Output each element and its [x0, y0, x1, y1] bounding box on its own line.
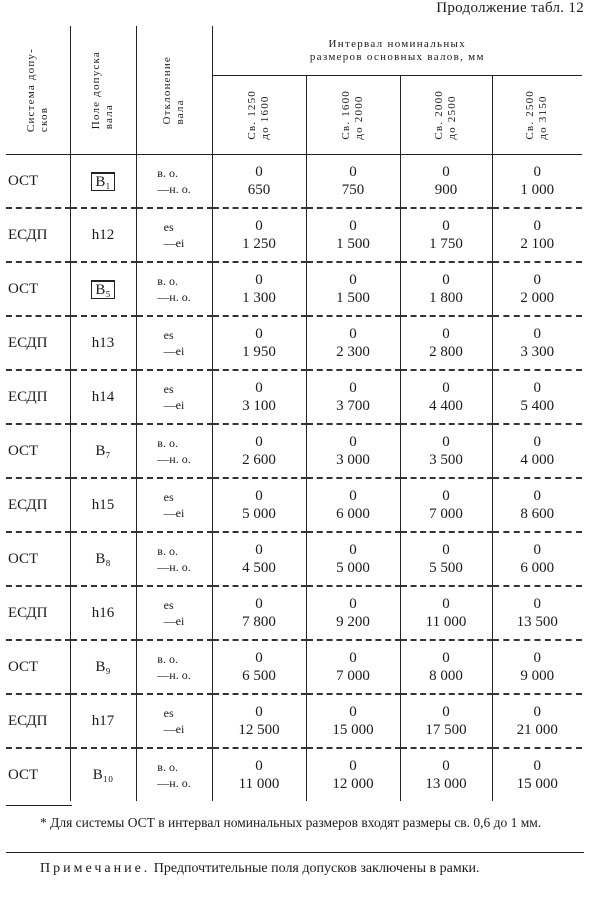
lower-value: 17 500: [425, 722, 467, 738]
lower-value: 5 400: [520, 398, 555, 414]
lower-value: 13 000: [425, 776, 467, 792]
lower-value: 4 000: [520, 452, 555, 468]
lower-value: 7 800: [242, 614, 276, 630]
lower-value: 12 000: [332, 776, 374, 792]
value-cell: [306, 478, 400, 532]
value-cell: [400, 208, 492, 262]
lower-deviation-label: —ei: [163, 613, 185, 628]
table-row: [6, 640, 582, 694]
deviation-labels: [157, 435, 190, 467]
field-cell: [70, 370, 136, 424]
lower-value: 1 300: [242, 290, 276, 306]
upper-value: 0: [442, 434, 450, 450]
system-cell: ОСТ: [8, 172, 39, 189]
upper-value: 0: [442, 164, 450, 180]
value-cell: [306, 155, 400, 209]
value-cell: [306, 694, 400, 748]
deviation-cell: [136, 640, 212, 694]
deviation-labels: [164, 327, 185, 359]
lower-value: 9 000: [520, 668, 555, 684]
value-cell: [212, 316, 306, 370]
upper-value: 0: [255, 326, 263, 342]
system-cell: ОСТ: [6, 532, 70, 586]
header-interval: Интервал номинальных размеров основных валов, мм: [212, 26, 582, 76]
upper-value: 0: [255, 272, 263, 288]
deviation-labels: [157, 543, 190, 575]
value-cell: [492, 640, 582, 694]
field-cell: [70, 262, 136, 316]
upper-value: 0: [442, 542, 450, 558]
upper-value: 0: [255, 380, 263, 396]
value-cell: [400, 586, 492, 640]
lower-value: 11 000: [425, 614, 467, 630]
lower-deviation-label: —ei: [163, 235, 185, 250]
value-cell: [306, 208, 400, 262]
lower-deviation-label: —ei: [163, 343, 185, 358]
upper-value: 0: [533, 596, 542, 612]
deviation-cell: [136, 262, 212, 316]
upper-value: 0: [533, 380, 542, 396]
system-cell: ЕСДП: [6, 316, 70, 370]
field-label: B₈: [95, 550, 111, 567]
lower-value: 5 000: [242, 506, 276, 522]
upper-value: 0: [255, 542, 263, 558]
value-cell: [306, 640, 400, 694]
upper-deviation-label: es: [163, 219, 174, 234]
lower-deviation-label: —н. о.: [157, 559, 191, 574]
value-cell: [400, 694, 492, 748]
upper-deviation-label: es: [163, 327, 174, 342]
lower-value: 12 500: [238, 722, 280, 738]
footnote: * Для системы ОСТ в интервал номинальных размеров входят размеры св. 0,6 до 1 мм.: [40, 815, 542, 830]
lower-value: 2 000: [520, 290, 555, 306]
table-row: [6, 316, 582, 370]
field-cell: [70, 532, 136, 586]
deviation-labels: [157, 759, 190, 791]
header-deviation-text: Отклонение вала: [161, 55, 186, 125]
field-cell: [70, 424, 136, 478]
value-cell: [306, 532, 400, 586]
lower-value: 1 000: [520, 182, 555, 198]
upper-deviation-label: в. о.: [157, 273, 178, 288]
upper-deviation-label: es: [163, 705, 174, 720]
lower-value: 3 000: [336, 452, 370, 468]
preferred-field-label: B₁: [91, 172, 114, 191]
field-label: h15: [91, 496, 115, 513]
upper-value: 0: [349, 380, 357, 396]
upper-value: 0: [442, 326, 450, 342]
upper-value: 0: [255, 434, 263, 450]
field-label: h17: [91, 712, 115, 729]
table-row: [6, 155, 582, 209]
header-range-3: [400, 76, 492, 155]
upper-value: 0: [533, 272, 542, 288]
lower-value: 3 300: [520, 344, 555, 360]
field-label: B₉: [95, 658, 111, 675]
value-cell: [400, 532, 492, 586]
field-label: B₇: [95, 442, 111, 459]
field-label: h13: [91, 334, 115, 351]
value-cell: [400, 424, 492, 478]
lower-value: 1 250: [242, 236, 276, 252]
value-cell: [492, 262, 582, 316]
upper-deviation-label: в. о.: [157, 543, 178, 558]
upper-value: 0: [533, 650, 542, 666]
deviation-labels: [157, 273, 190, 305]
upper-value: 0: [442, 488, 450, 504]
upper-value: 0: [255, 164, 263, 180]
upper-value: 0: [442, 272, 450, 288]
field-cell: [70, 208, 136, 262]
header-range-2: [306, 76, 400, 155]
deviation-labels: [164, 219, 185, 251]
deviation-labels: [164, 597, 185, 629]
value-cell: [492, 748, 582, 801]
field-cell: [70, 478, 136, 532]
value-cell: [492, 424, 582, 478]
lower-value: 15 000: [516, 776, 558, 792]
system-cell: ОСТ: [6, 640, 70, 694]
deviation-labels: [157, 651, 190, 683]
field-label: h16: [91, 604, 115, 621]
upper-deviation-label: в. о.: [157, 651, 178, 666]
upper-value: 0: [349, 164, 357, 180]
system-cell: ОСТ: [6, 262, 70, 316]
lower-value: 21 000: [516, 722, 558, 738]
value-cell: [212, 370, 306, 424]
lower-value: 4 500: [242, 560, 276, 576]
header-range-4: [492, 76, 582, 155]
lower-deviation-label: —ei: [163, 721, 185, 736]
lower-value: 1 750: [429, 236, 463, 252]
field-label: B₁₀: [92, 766, 114, 783]
upper-deviation-label: es: [163, 597, 174, 612]
system-cell: ЕСДП: [6, 586, 70, 640]
header-range-3-text: Св. 2000 до 2500: [433, 90, 458, 140]
lower-value: 900: [434, 182, 458, 198]
lower-value: 3 500: [429, 452, 463, 468]
upper-value: 0: [442, 758, 450, 774]
value-cell: [212, 155, 306, 209]
upper-value: 0: [349, 596, 357, 612]
upper-value: 0: [533, 758, 542, 774]
lower-deviation-label: —н. о.: [157, 181, 191, 196]
table-row: [6, 748, 582, 801]
upper-deviation-label: в. о.: [157, 165, 178, 180]
lower-value: 750: [341, 182, 365, 198]
lower-value: 7 000: [336, 668, 370, 684]
system-cell: ОСТ: [6, 748, 70, 801]
table-row: [6, 424, 582, 478]
field-cell: [70, 694, 136, 748]
value-cell: [306, 748, 400, 801]
value-cell: [212, 694, 306, 748]
upper-value: 0: [255, 758, 263, 774]
upper-value: 0: [442, 596, 450, 612]
value-cell: [306, 262, 400, 316]
continuation-label: Продолжение табл. 12: [436, 0, 584, 16]
lower-value: 1 800: [429, 290, 463, 306]
lower-value: 6 000: [520, 560, 555, 576]
upper-value: 0: [533, 218, 542, 234]
deviation-cell: [136, 748, 212, 801]
lower-value: 1 500: [336, 236, 370, 252]
value-cell: [400, 748, 492, 801]
value-cell: [400, 640, 492, 694]
lower-value: 8 600: [520, 506, 555, 522]
system-cell: ОСТ: [6, 424, 70, 478]
deviation-labels: [164, 489, 185, 521]
deviation-cell: [136, 208, 212, 262]
value-cell: [212, 208, 306, 262]
preferred-field-label: B₅: [91, 280, 114, 299]
header-range-4-text: Св. 2500 до 3150: [524, 90, 550, 140]
value-cell: [492, 478, 582, 532]
lower-value: 11 000: [238, 776, 280, 792]
field-label: h12: [91, 226, 115, 243]
upper-value: 0: [255, 218, 263, 234]
deviation-labels: [164, 381, 185, 413]
lower-value: 2 300: [336, 344, 370, 360]
table-row: [6, 370, 582, 424]
lower-value: 13 500: [516, 614, 558, 630]
table-row: [6, 532, 582, 586]
upper-value: 0: [349, 326, 357, 342]
lower-value: 7 000: [429, 506, 463, 522]
note: [6, 860, 584, 877]
value-cell: [212, 262, 306, 316]
lower-value: 5 000: [336, 560, 370, 576]
lower-deviation-label: —н. о.: [157, 451, 191, 466]
value-cell: [492, 208, 582, 262]
deviation-cell: [136, 586, 212, 640]
value-cell: [212, 532, 306, 586]
upper-value: 0: [442, 704, 450, 720]
value-cell: [492, 316, 582, 370]
upper-value: 0: [533, 434, 542, 450]
header-field: [70, 26, 136, 155]
header-system: [6, 26, 70, 155]
upper-value: 0: [533, 164, 542, 180]
deviation-cell: [136, 370, 212, 424]
upper-deviation-label: es: [163, 489, 174, 504]
deviation-labels: [164, 705, 185, 737]
upper-deviation-label: es: [163, 381, 174, 396]
upper-deviation-label: в. о.: [157, 759, 178, 774]
value-cell: [306, 586, 400, 640]
lower-deviation-label: —ei: [163, 505, 185, 520]
field-cell: [70, 640, 136, 694]
value-cell: [212, 586, 306, 640]
deviation-cell: [136, 532, 212, 586]
lower-value: 5 500: [429, 560, 463, 576]
lower-deviation-label: —н. о.: [157, 667, 191, 682]
lower-deviation-label: —ei: [163, 397, 185, 412]
upper-value: 0: [255, 596, 263, 612]
value-cell: [400, 478, 492, 532]
header-field-text: Поле допуска вала: [90, 50, 115, 130]
upper-value: 0: [442, 380, 450, 396]
value-cell: [212, 424, 306, 478]
lower-value: 9 200: [336, 614, 370, 630]
lower-value: 6 500: [242, 668, 276, 684]
deviation-labels: [157, 165, 190, 197]
header-range-1-text: Св. 1250 до 1600: [246, 90, 271, 140]
lower-value: 650: [247, 182, 271, 198]
value-cell: [212, 640, 306, 694]
header-range-2-text: Св. 1600 до 2000: [340, 90, 365, 140]
upper-value: 0: [349, 704, 357, 720]
table-row: [6, 262, 582, 316]
value-cell: [400, 370, 492, 424]
note-text: Предпочтительные поля допусков заключены в рамки.: [150, 861, 480, 876]
upper-value: 0: [442, 218, 450, 234]
deviation-cell: [136, 155, 212, 209]
lower-value: 2 800: [429, 344, 463, 360]
tolerance-table: [6, 26, 582, 801]
table-row: [6, 586, 582, 640]
lower-value: 2 600: [242, 452, 276, 468]
lower-value: 6 000: [336, 506, 370, 522]
header-range-1: [212, 76, 306, 155]
value-cell: [492, 155, 582, 209]
header-deviation: [136, 26, 212, 155]
lower-deviation-label: —н. о.: [157, 775, 191, 790]
upper-deviation-label: в. о.: [157, 435, 178, 450]
lower-deviation-label: —н. о.: [157, 289, 191, 304]
lower-value: 3 700: [336, 398, 370, 414]
lower-value: 8 000: [429, 668, 463, 684]
upper-value: 0: [349, 542, 357, 558]
value-cell: [212, 748, 306, 801]
value-cell: [306, 424, 400, 478]
upper-value: 0: [533, 488, 542, 504]
system-cell: ЕСДП: [6, 208, 70, 262]
upper-value: 0: [349, 272, 357, 288]
value-cell: [400, 262, 492, 316]
upper-value: 0: [349, 218, 357, 234]
system-cell: ЕСДП: [6, 370, 70, 424]
table-row: [6, 694, 582, 748]
field-cell: [70, 316, 136, 370]
upper-value: 0: [349, 434, 357, 450]
table-row: [6, 208, 582, 262]
deviation-cell: [136, 316, 212, 370]
upper-value: 0: [349, 650, 357, 666]
upper-value: 0: [349, 488, 357, 504]
deviation-cell: [136, 694, 212, 748]
value-cell: [492, 586, 582, 640]
upper-value: 0: [533, 704, 542, 720]
header-system-text: Система допу- сков: [24, 47, 50, 133]
value-cell: [400, 316, 492, 370]
footnote-divider: [6, 805, 72, 806]
deviation-cell: [136, 478, 212, 532]
field-label: h14: [91, 388, 115, 405]
lower-value: 1 950: [242, 344, 276, 360]
upper-value: 0: [349, 758, 357, 774]
field-cell: [70, 748, 136, 801]
value-cell: [212, 478, 306, 532]
value-cell: [492, 532, 582, 586]
lower-value: 1 500: [336, 290, 370, 306]
note-label: Примечание.: [40, 861, 151, 876]
note-divider: [6, 852, 584, 853]
value-cell: [306, 370, 400, 424]
value-cell: [492, 370, 582, 424]
lower-value: 4 400: [429, 398, 463, 414]
field-cell: [70, 155, 136, 209]
lower-value: 3 100: [242, 398, 276, 414]
lower-value: 15 000: [332, 722, 374, 738]
upper-value: 0: [533, 542, 542, 558]
value-cell: [400, 155, 492, 209]
upper-value: 0: [255, 650, 263, 666]
deviation-cell: [136, 424, 212, 478]
value-cell: [492, 694, 582, 748]
upper-value: 0: [442, 650, 450, 666]
system-cell: ЕСДП: [6, 478, 70, 532]
value-cell: [306, 316, 400, 370]
system-cell: ЕСДП: [6, 694, 70, 748]
table-row: [6, 478, 582, 532]
field-cell: [70, 586, 136, 640]
upper-value: 0: [255, 704, 263, 720]
upper-value: 0: [533, 326, 542, 342]
upper-value: 0: [255, 488, 263, 504]
lower-value: 2 100: [520, 236, 555, 252]
